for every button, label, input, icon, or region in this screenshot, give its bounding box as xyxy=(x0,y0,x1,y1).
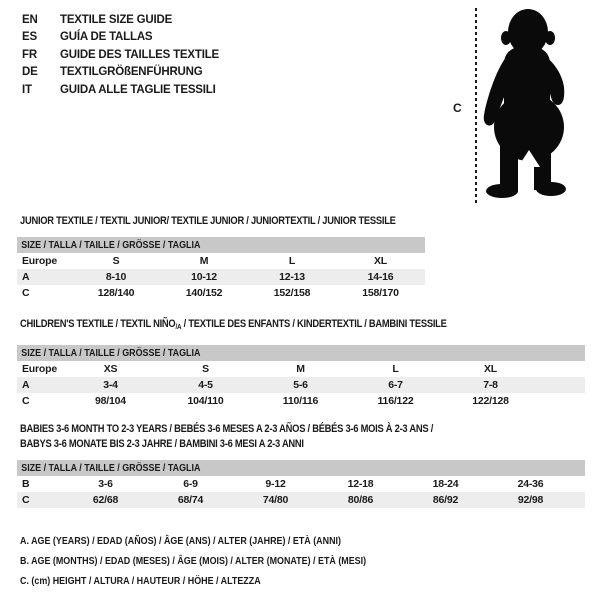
table-cell: 74/80 xyxy=(262,494,289,506)
footnote-text: B. AGE (MONTHS) / EDAD (MESES) / ÂGE (MOIS) / ALTER (MONATE) / ETÀ (MESI) xyxy=(20,555,367,567)
size-header-label: SIZE / TALLA / TAILLE / GRÖSSE / TAGLIA xyxy=(21,239,201,251)
table-cell: 24-36 xyxy=(517,478,544,490)
table-row xyxy=(17,361,585,377)
table-cell: M xyxy=(199,255,209,267)
table-row xyxy=(17,476,585,492)
spacer-cell xyxy=(538,393,585,409)
row-label: A xyxy=(22,271,30,283)
section-title-line2: BABYS 3-6 MONATE BIS 2-3 JAHRE / BAMBINI 3-6 MESI A 2-3 ANNI xyxy=(20,437,304,450)
table-cell: 3-4 xyxy=(103,379,118,391)
table-cell: 7-8 xyxy=(483,379,498,391)
footnote-c xyxy=(20,571,427,591)
section-title-children xyxy=(20,318,522,331)
row-label: B xyxy=(22,478,30,490)
table-row xyxy=(17,492,585,508)
size-table-children xyxy=(17,345,585,409)
spacer-cell xyxy=(573,492,585,508)
table-row xyxy=(17,377,585,393)
table-cell: 116/122 xyxy=(377,395,414,407)
section-title-junior xyxy=(20,215,462,227)
lang-row-fr xyxy=(22,47,219,64)
table-cell: 6-9 xyxy=(183,478,198,490)
table-cell: 4-5 xyxy=(198,379,213,391)
table-cell: XL xyxy=(373,255,388,267)
row-label: C xyxy=(22,494,30,506)
footnote-text: C. (cm) HEIGHT / ALTURA / HAUTEUR / HÖHE / ALTEZZA xyxy=(20,575,261,587)
table-cell: 158/170 xyxy=(362,287,399,299)
row-label: Europe xyxy=(22,255,57,267)
lang-code: ES xyxy=(22,31,37,44)
table-cell: 18-24 xyxy=(432,478,459,490)
size-table-babies xyxy=(17,460,585,508)
lang-row-en xyxy=(22,12,219,29)
row-label: C xyxy=(22,395,30,407)
table-cell: 9-12 xyxy=(265,478,286,490)
size-header-bar xyxy=(17,460,585,476)
size-table-junior xyxy=(17,237,425,301)
table-cell: 6-7 xyxy=(388,379,403,391)
lang-title: TEXTILE SIZE GUIDE xyxy=(60,14,173,26)
lang-row-de xyxy=(22,64,219,81)
table-cell: 92/98 xyxy=(517,494,544,506)
height-label: C xyxy=(453,101,462,115)
table-cell: 5-6 xyxy=(293,379,308,391)
table-row xyxy=(17,393,585,409)
spacer-cell xyxy=(538,377,585,393)
lang-code: FR xyxy=(22,48,37,61)
lang-code: DE xyxy=(22,66,38,79)
footnote-b xyxy=(20,551,427,571)
table-cell: 12-13 xyxy=(279,271,305,283)
table-cell: 122/128 xyxy=(472,395,509,407)
footnote-a xyxy=(20,531,427,551)
table-cell: 98/104 xyxy=(95,395,126,407)
section-title-babies xyxy=(20,422,506,451)
table-row xyxy=(17,285,425,301)
table-cell: 140/152 xyxy=(185,287,223,299)
table-cell: 104/110 xyxy=(187,395,224,407)
table-cell: 110/116 xyxy=(282,395,319,407)
spacer-cell xyxy=(538,361,585,377)
size-header-bar xyxy=(17,237,425,253)
lang-title: GUÍA DE TALLAS xyxy=(60,31,153,44)
table-cell: M xyxy=(296,363,305,375)
table-cell: 12-18 xyxy=(347,478,374,490)
spacer-cell xyxy=(573,476,585,492)
table-cell: 152/158 xyxy=(273,287,311,299)
table-cell: 80/86 xyxy=(347,494,374,506)
size-header-row xyxy=(17,237,425,253)
table-cell: S xyxy=(202,363,209,375)
title-part: CHILDREN'S TEXTILE / TEXTIL NIÑO xyxy=(20,318,176,330)
footnote-text: A. AGE (YEARS) / EDAD (AÑOS) / ÂGE (ANS) / ALTER (JAHRE) / ETÀ (ANNI) xyxy=(20,535,341,547)
table-cell: 68/74 xyxy=(177,494,204,506)
table-cell: 14-16 xyxy=(367,271,394,283)
row-label: A xyxy=(22,379,30,391)
table-cell: 10-12 xyxy=(191,271,217,283)
lang-title: GUIDE DES TAILLES TEXTILE xyxy=(60,48,219,61)
row-label: C xyxy=(22,287,30,299)
lang-title: GUIDA ALLE TAGLIE TESSILI xyxy=(60,83,216,96)
table-cell: L xyxy=(392,363,399,375)
size-header-label: SIZE / TALLA / TAILLE / GRÖSSE / TAGLIA xyxy=(21,347,201,359)
title-subscript: /A xyxy=(175,322,182,331)
section-title-text xyxy=(20,318,447,331)
lang-row-es xyxy=(22,29,219,46)
size-header-row xyxy=(17,345,585,361)
lang-code: IT xyxy=(22,83,32,96)
table-cell: S xyxy=(112,255,120,267)
table-cell: XS xyxy=(103,363,118,375)
height-measure-dashed-line xyxy=(475,8,477,206)
size-header-label: SIZE / TALLA / TAILLE / GRÖSSE / TAGLIA xyxy=(21,462,201,474)
table-cell: 3-6 xyxy=(98,478,113,490)
section-title-text: JUNIOR TEXTILE / TEXTIL JUNIOR/ TEXTILE JUNIOR / JUNIORTEXTIL / JUNIOR TESSILE xyxy=(20,215,396,227)
title-part: / TEXTILE DES ENFANTS / KINDERTEXTIL / BAMBINI TESSILE xyxy=(181,318,447,330)
table-cell: 86/92 xyxy=(432,494,459,506)
lang-code: EN xyxy=(22,14,38,26)
table-cell: L xyxy=(288,255,296,267)
baby-silhouette-icon xyxy=(478,5,590,205)
size-header-bar xyxy=(17,345,585,361)
table-cell: 128/140 xyxy=(97,287,135,299)
lang-row-it xyxy=(22,82,219,99)
footnote-list xyxy=(20,531,427,591)
language-title-list xyxy=(22,12,219,99)
table-row xyxy=(17,269,425,285)
table-cell: XL xyxy=(483,363,498,375)
lang-title: TEXTILGRÖßENFÜHRUNG xyxy=(60,66,203,79)
table-row xyxy=(17,253,425,269)
table-cell: 8-10 xyxy=(105,271,127,283)
row-label: Europe xyxy=(22,363,57,375)
table-cell: 62/68 xyxy=(92,494,119,506)
size-header-row xyxy=(17,460,585,476)
section-title-line1: BABIES 3-6 MONTH TO 2-3 YEARS / BEBÉS 3-6 MESES A 2-3 AÑOS / BÉBÉS 3-6 MOIS À 2-3 ANS / xyxy=(20,423,434,435)
